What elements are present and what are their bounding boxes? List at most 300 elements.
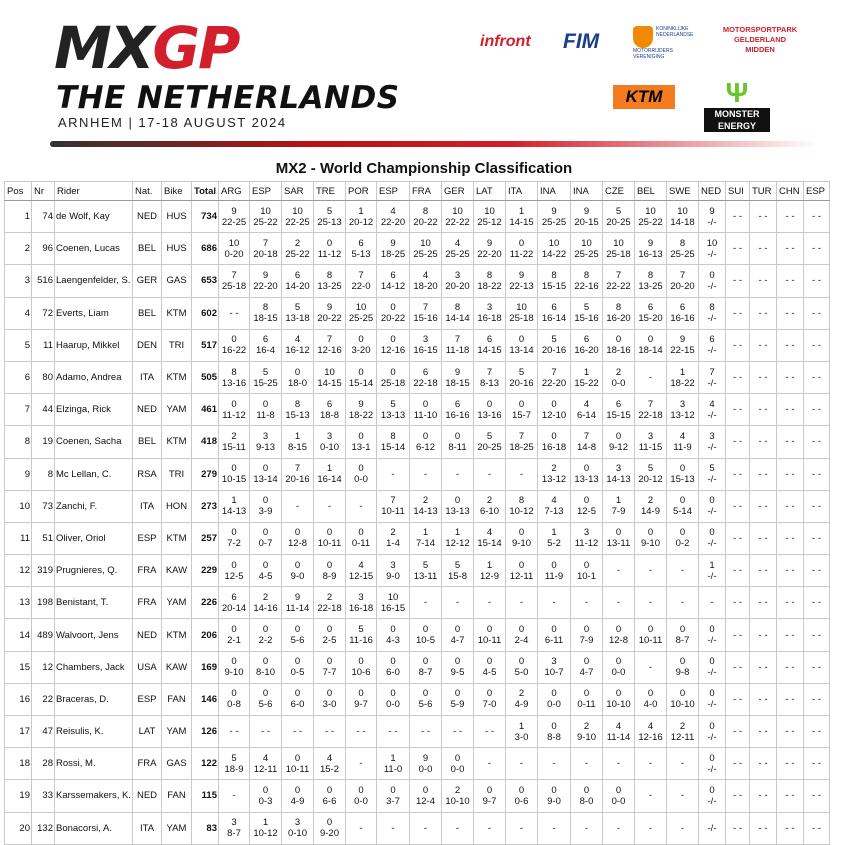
heat-results: 11-0: [383, 763, 403, 775]
column-header-ina-12: INA: [571, 182, 603, 201]
round-cell: [219, 683, 250, 715]
heat-results: 20-12: [638, 474, 663, 486]
heat-results: 12-10: [541, 409, 567, 421]
round-points: 3: [583, 527, 590, 539]
heat-results: 14-15: [509, 216, 534, 228]
round-points: 9: [679, 334, 686, 346]
heat-results: 25-22: [638, 216, 663, 228]
round-points: 0: [518, 237, 525, 249]
heat-results: 10-11: [638, 635, 663, 647]
round-points: 0: [358, 688, 364, 700]
round-points: -: [584, 758, 589, 770]
round-points: 0: [390, 688, 396, 700]
heat-results: 10-5: [415, 635, 435, 647]
nat-cell: NED: [133, 394, 162, 426]
round-cell: [726, 490, 750, 522]
round-cell: [442, 297, 474, 329]
round-cell: [506, 490, 538, 522]
round-points: -: [487, 597, 492, 609]
round-cell: [282, 651, 314, 683]
round-cell: [442, 522, 474, 554]
round-points: 0: [326, 527, 333, 539]
round-points: -: [648, 565, 653, 577]
pos-cell: 18: [5, 748, 32, 780]
round-cell: [571, 458, 603, 490]
round-cell: [635, 329, 667, 361]
heat-results: 13-12: [670, 409, 695, 421]
total-cell: 273: [192, 490, 219, 522]
round-points: 2: [262, 591, 269, 603]
heat-results: -/-: [707, 441, 717, 453]
round-points: 0: [486, 624, 493, 636]
round-cell: [750, 619, 777, 651]
nr-cell: 132: [32, 812, 55, 844]
round-points: 5: [294, 302, 301, 314]
round-points: 0: [390, 624, 396, 636]
round-points: -/-: [707, 822, 717, 834]
round-points: 0: [679, 527, 686, 539]
round-cell: [314, 458, 346, 490]
round-cell: [250, 587, 282, 619]
heat-results: 12-12: [445, 538, 470, 550]
round-cell: [804, 490, 830, 522]
round-cell: [635, 780, 667, 812]
nat-cell: BEL: [133, 233, 162, 265]
total-cell: 115: [192, 780, 219, 812]
heat-results: 4-5: [482, 667, 497, 679]
round-cell: [314, 587, 346, 619]
round-cell: [442, 716, 474, 748]
heat-results: 18-22: [670, 377, 695, 389]
heat-results: 15-8: [447, 570, 467, 582]
round-cell: [219, 490, 250, 522]
round-points: 10: [645, 205, 656, 217]
round-cell: [219, 619, 250, 651]
round-cell: [410, 522, 442, 554]
round-points: 3: [294, 817, 301, 829]
round-points: 0: [518, 656, 525, 668]
round-cell: [750, 716, 777, 748]
round-cell: [250, 780, 282, 812]
nat-cell: FRA: [133, 748, 162, 780]
round-points: 0: [518, 527, 525, 539]
round-cell: [346, 780, 377, 812]
round-cell: [667, 812, 699, 844]
round-points: 0: [615, 527, 622, 539]
heat-results: 15-25: [253, 377, 278, 389]
round-cell: [219, 748, 250, 780]
motorsportpark-line-2: GELDERLAND: [733, 35, 787, 44]
round-cell: [726, 458, 750, 490]
round-cell: [442, 555, 474, 587]
round-cell: [667, 361, 699, 393]
round-cell: [474, 780, 506, 812]
round-cell: [506, 716, 538, 748]
round-points: -: [423, 597, 428, 609]
round-points: 1: [615, 495, 622, 507]
round-cell: [699, 780, 726, 812]
round-cell: [314, 812, 346, 844]
round-points: 6: [326, 398, 333, 410]
heat-results: 10-11: [477, 635, 502, 647]
round-cell: [506, 265, 538, 297]
infront-logo: infront: [480, 33, 531, 50]
round-points: -: [552, 822, 556, 834]
round-points: 0: [390, 656, 396, 668]
round-points: -: [616, 597, 621, 609]
nat-cell: DEN: [133, 329, 162, 361]
heat-results: 20-22: [317, 313, 342, 325]
round-points: 2: [294, 237, 301, 249]
heat-results: 12-16: [380, 345, 406, 357]
round-cell: [282, 394, 314, 426]
heat-results: 20-16: [285, 474, 310, 486]
pos-cell: 7: [5, 394, 32, 426]
round-points: 9: [551, 205, 557, 217]
round-points: 1: [262, 817, 269, 829]
bike-cell: KTM: [162, 426, 192, 458]
round-points: 6: [390, 269, 396, 281]
round-cell: [219, 297, 250, 329]
round-cell: [726, 233, 750, 265]
round-points: 0: [679, 688, 686, 700]
round-cell: [410, 619, 442, 651]
round-points: - -: [812, 436, 821, 448]
pos-cell: 4: [5, 297, 32, 329]
round-points: 5: [709, 463, 715, 475]
round-points: -: [680, 565, 685, 577]
round-points: 4: [551, 495, 557, 507]
round-cell: [726, 587, 750, 619]
round-cell: [667, 716, 699, 748]
round-cell: [667, 490, 699, 522]
round-cell: [506, 555, 538, 587]
heat-results: 0-0: [354, 795, 368, 807]
round-cell: [442, 233, 474, 265]
round-cell: [571, 233, 603, 265]
round-points: 0: [583, 559, 590, 571]
heat-results: 12-11: [253, 763, 278, 775]
heat-results: 13-11: [413, 570, 438, 582]
round-points: 0: [262, 656, 269, 668]
heat-results: 15-22: [574, 377, 599, 389]
nr-cell: 72: [32, 297, 55, 329]
round-cell: [804, 265, 830, 297]
round-points: - -: [758, 339, 768, 351]
round-points: 0: [615, 430, 622, 442]
round-points: 7: [422, 302, 429, 314]
round-cell: [377, 555, 410, 587]
round-points: 3: [709, 430, 715, 442]
column-header-tur-18: TUR: [750, 182, 777, 201]
round-cell: [750, 458, 777, 490]
round-points: 6: [709, 334, 715, 346]
round-points: 7: [518, 430, 525, 442]
table-row: [5, 329, 830, 361]
round-points: 4: [390, 205, 396, 217]
round-cell: [538, 297, 571, 329]
round-cell: [538, 651, 571, 683]
heat-results: 20-25: [606, 216, 631, 228]
heat-results: 22-0: [351, 280, 371, 292]
nat-cell: ITA: [133, 490, 162, 522]
round-cell: [506, 522, 538, 554]
round-cell: [699, 233, 726, 265]
round-cell: [603, 619, 635, 651]
column-header-fra-7: FRA: [410, 182, 442, 201]
round-cell: [538, 683, 571, 715]
round-points: 0: [262, 495, 269, 507]
round-points: 2: [231, 430, 237, 442]
round-points: - -: [812, 597, 821, 609]
round-cell: [314, 555, 346, 587]
round-cell: [250, 812, 282, 844]
round-points: 0: [326, 656, 333, 668]
heat-results: 9-12: [608, 441, 628, 453]
round-cell: [726, 361, 750, 393]
round-cell: [667, 458, 699, 490]
heat-results: 9-10: [576, 731, 596, 743]
round-cell: [538, 716, 571, 748]
bike-cell: HUS: [162, 233, 192, 265]
round-cell: [571, 426, 603, 458]
round-cell: [474, 361, 506, 393]
round-cell: [635, 748, 667, 780]
round-points: - -: [733, 404, 742, 416]
round-points: - -: [785, 822, 795, 834]
round-points: 0: [709, 656, 715, 668]
round-points: 6: [454, 398, 461, 410]
heat-results: 15-13: [285, 409, 310, 421]
round-points: - -: [785, 468, 795, 480]
round-cell: [442, 812, 474, 844]
round-points: 0: [518, 398, 525, 410]
bike-cell: TRI: [162, 329, 192, 361]
round-points: 1: [390, 752, 396, 764]
heat-results: 10-10: [445, 795, 470, 807]
rider-cell: Rossi, M.: [55, 748, 133, 780]
heat-results: 16-16: [670, 313, 695, 325]
round-points: -: [680, 822, 685, 834]
round-points: - -: [758, 565, 768, 577]
heat-results: 14-13: [221, 506, 247, 518]
round-cell: [667, 265, 699, 297]
round-points: 0: [709, 624, 715, 636]
round-points: 3: [551, 656, 557, 668]
round-points: 0: [454, 752, 461, 764]
heat-results: 12-8: [287, 538, 307, 550]
round-cell: [726, 619, 750, 651]
heat-results: 8-15: [287, 441, 307, 453]
heat-results: 0-0: [611, 377, 626, 389]
round-cell: [750, 426, 777, 458]
round-cell: [377, 490, 410, 522]
heat-results: 16-14: [541, 313, 567, 325]
round-points: -: [519, 597, 524, 609]
table-row: [5, 394, 830, 426]
round-points: 10: [228, 237, 240, 249]
pos-cell: 8: [5, 426, 32, 458]
round-points: -: [455, 822, 460, 834]
heat-results: -/-: [707, 699, 717, 711]
round-points: 0: [262, 624, 269, 636]
round-cell: [442, 748, 474, 780]
heat-results: 14-18: [670, 216, 695, 228]
nr-cell: 44: [32, 394, 55, 426]
heat-results: 0-5: [290, 667, 305, 679]
round-points: 9: [518, 269, 525, 281]
knmv-text: KONINKLIJKE NEDERLANDSE MOTORRIJDERS VERENIGING: [633, 26, 694, 60]
heat-results: 7-13: [544, 506, 564, 518]
rider-cell: Laengenfelder, S.: [55, 265, 133, 297]
round-cell: [750, 522, 777, 554]
round-cell: [377, 683, 410, 715]
round-cell: [635, 716, 667, 748]
round-points: - -: [733, 307, 742, 319]
monster-word: MONSTER: [714, 109, 760, 119]
round-points: - -: [785, 790, 795, 802]
round-cell: [442, 265, 474, 297]
round-points: - -: [785, 532, 795, 544]
round-cell: [777, 587, 804, 619]
round-points: 4: [454, 237, 461, 249]
round-cell: [699, 394, 726, 426]
column-header-bel-14: BEL: [635, 182, 667, 201]
heat-results: 14-8: [576, 441, 596, 453]
round-points: 8: [454, 302, 461, 314]
round-cell: [571, 490, 603, 522]
heat-results: 22-20: [477, 248, 502, 260]
round-cell: [699, 361, 726, 393]
round-cell: [506, 201, 538, 233]
round-cell: [442, 458, 474, 490]
round-points: 0: [486, 688, 493, 700]
column-header-pos: Pos: [5, 182, 32, 201]
round-cell: [346, 329, 377, 361]
heat-results: 14-22: [541, 248, 567, 260]
table-row: [5, 265, 830, 297]
round-points: - -: [733, 758, 742, 770]
heat-results: 13-18: [285, 313, 310, 325]
total-cell: 653: [192, 265, 219, 297]
round-points: - -: [758, 275, 768, 287]
heat-results: 15-20: [638, 313, 663, 325]
round-points: 8: [262, 302, 269, 314]
monster-text: [704, 108, 770, 132]
heat-results: 4-9: [514, 699, 529, 711]
round-cell: [635, 555, 667, 587]
heat-results: 20-16: [509, 377, 534, 389]
round-points: 3: [358, 591, 364, 603]
column-header-swe-15: SWE: [667, 182, 699, 201]
round-points: - -: [785, 661, 795, 673]
round-points: -: [584, 597, 589, 609]
round-cell: [282, 716, 314, 748]
round-points: 7: [262, 237, 269, 249]
mxgp-logo: [54, 16, 239, 80]
event-dates: ARNHEM | 17-18 AUGUST 2024: [58, 115, 287, 130]
round-points: 10: [677, 205, 688, 217]
heat-results: -/-: [707, 506, 717, 518]
heat-results: 7-9: [611, 506, 626, 518]
round-points: -: [680, 597, 685, 609]
nr-cell: 489: [32, 619, 55, 651]
heat-results: -/-: [707, 795, 717, 807]
bike-cell: KTM: [162, 522, 192, 554]
column-header-cze-13: CZE: [603, 182, 635, 201]
round-cell: [699, 522, 726, 554]
total-cell: 517: [192, 329, 219, 361]
heat-results: 14-16: [253, 602, 278, 614]
round-points: - -: [758, 243, 768, 255]
round-cell: [377, 651, 410, 683]
round-points: 0: [262, 559, 269, 571]
round-cell: [726, 716, 750, 748]
round-points: 0: [390, 784, 396, 796]
round-cell: [474, 297, 506, 329]
nr-cell: 19: [32, 426, 55, 458]
heat-results: 11-12: [574, 538, 599, 550]
heat-results: 10-11: [285, 763, 310, 775]
heat-results: -/-: [707, 731, 717, 743]
round-points: - -: [356, 726, 366, 738]
round-cell: [699, 587, 726, 619]
round-cell: [474, 555, 506, 587]
round-cell: [777, 522, 804, 554]
round-cell: [219, 265, 250, 297]
round-cell: [282, 619, 314, 651]
heat-results: 2-2: [258, 635, 273, 647]
round-points: 6: [262, 334, 269, 346]
round-points: 0: [294, 366, 301, 378]
heat-results: 20-20: [445, 280, 470, 292]
round-cell: [346, 748, 377, 780]
heat-results: 25-25: [445, 248, 470, 260]
heat-results: 12-15: [348, 570, 374, 582]
round-points: -: [616, 758, 621, 770]
round-cell: [346, 361, 377, 393]
table-row: [5, 812, 830, 844]
heat-results: 8-9: [322, 570, 337, 582]
round-points: 4: [615, 720, 622, 732]
round-points: - -: [229, 726, 239, 738]
bike-cell: FAN: [162, 683, 192, 715]
round-cell: [377, 780, 410, 812]
column-header-ita-10: ITA: [506, 182, 538, 201]
round-cell: [667, 233, 699, 265]
round-points: 0: [294, 656, 301, 668]
nr-cell: 80: [32, 361, 55, 393]
round-points: 8: [679, 237, 686, 249]
heat-results: 4-3: [386, 635, 400, 647]
heat-results: 14-9: [640, 506, 660, 518]
round-points: - -: [758, 372, 768, 384]
heat-results: 8-8: [547, 731, 561, 743]
heat-results: 1-4: [386, 538, 400, 550]
heat-results: 11-9: [673, 441, 692, 453]
round-cell: [410, 780, 442, 812]
heat-results: 7-0: [482, 699, 497, 711]
round-points: 6: [551, 302, 557, 314]
heat-results: 22-18: [413, 377, 438, 389]
round-cell: [314, 716, 346, 748]
round-cell: [603, 812, 635, 844]
round-points: -: [648, 790, 653, 802]
round-cell: [506, 394, 538, 426]
round-points: - -: [812, 468, 821, 480]
round-points: 7: [647, 398, 654, 410]
round-cell: [667, 780, 699, 812]
